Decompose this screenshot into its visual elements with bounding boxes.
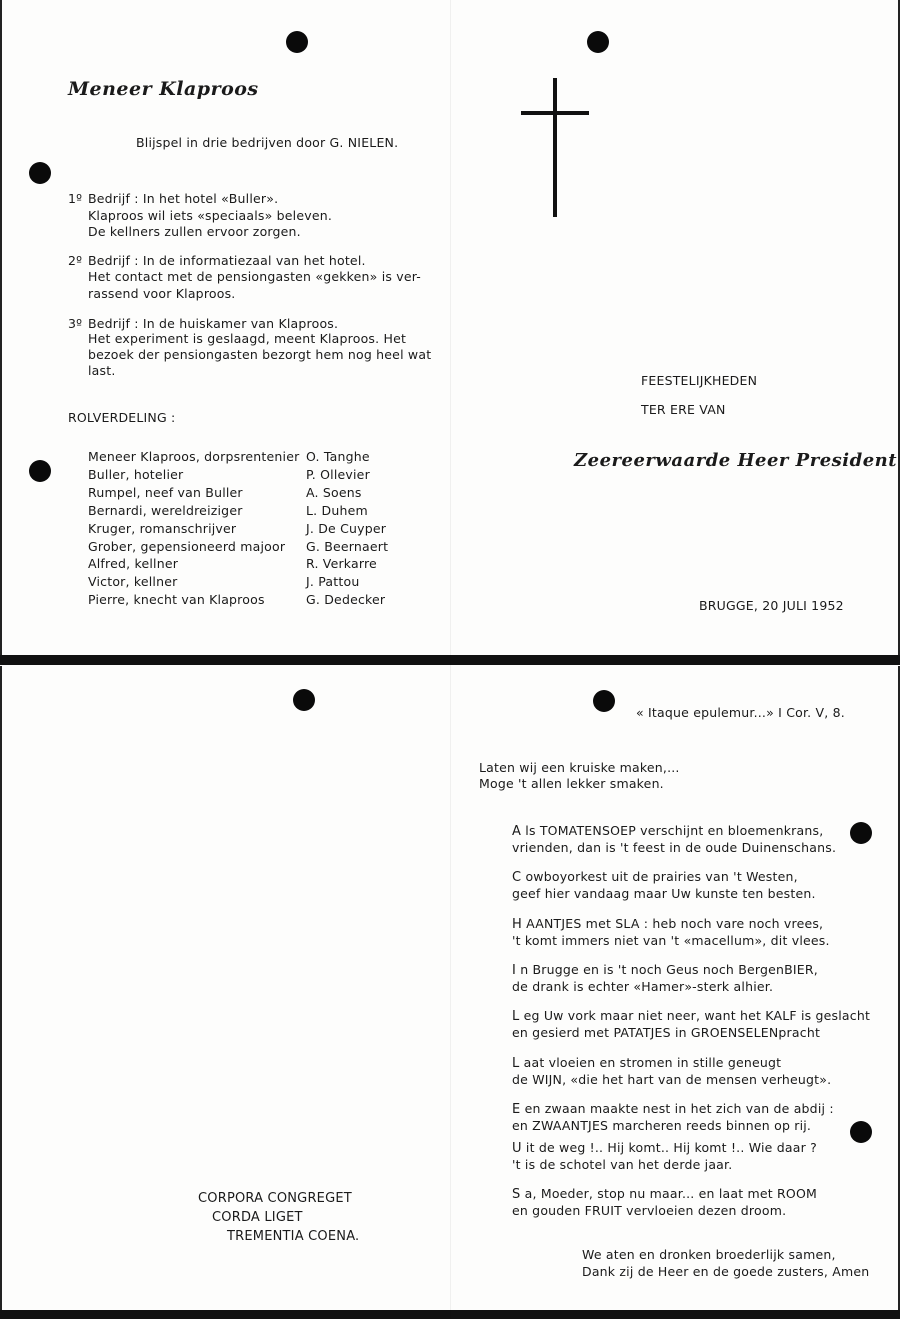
motto-line: TREMENTIA COENA. <box>227 1229 360 1244</box>
acrostic-letter: H <box>512 917 522 932</box>
stanza-text: en zwaan maakte nest in het zich van de abdij : <box>520 1101 834 1116</box>
stanza-line-1 <box>512 1100 834 1119</box>
act-line: last. <box>88 363 116 378</box>
stanza-text: AANTJES met SLA : heb noch vare noch vrees, <box>521 916 824 931</box>
stanza-line-2: en gesierd met PATATJES in GROENSELENpracht <box>512 1025 821 1040</box>
act-number: 2º <box>68 253 83 268</box>
cast-actor: R. Verkarre <box>306 556 377 571</box>
cast-role: Pierre, knecht van Klaproos <box>88 592 265 607</box>
stanza-line-1 <box>512 1007 870 1026</box>
act-line: Bedrijf : In de huiskamer van Klaproos. <box>88 316 339 331</box>
cast-actor: J. De Cuyper <box>306 521 387 536</box>
cast-actor: L. Duhem <box>306 503 368 518</box>
acrostic-letter: L <box>512 1009 520 1024</box>
stanza-line-2: de drank is echter «Hamer»-sterk alhier. <box>512 979 774 994</box>
punch-hole <box>850 822 872 844</box>
act-line: De kellners zullen ervoor zorgen. <box>88 224 301 239</box>
stanza-line-1 <box>512 1054 781 1073</box>
act-number: 1º <box>68 191 83 206</box>
cast-role: Rumpel, neef van Buller <box>88 485 243 500</box>
stanza-text: it de weg !.. Hij komt.. Hij komt !.. Wie daar ? <box>521 1140 817 1155</box>
stanza-line-1 <box>512 915 823 934</box>
act-line: Klaproos wil iets «speciaals» beleven. <box>88 208 333 223</box>
cast-actor: P. Ollevier <box>306 467 370 482</box>
act-line: rassend voor Klaproos. <box>88 286 236 301</box>
cast-role: Buller, hotelier <box>88 467 184 482</box>
closing-line: We aten en dronken broederlijk samen, <box>582 1247 836 1262</box>
cast-role: Meneer Klaproos, dorpsrentenier <box>88 449 300 464</box>
cross-icon <box>553 78 557 217</box>
acrostic-letter: U <box>512 1141 522 1156</box>
stanza-line-2: 't is de schotel van het derde jaar. <box>512 1157 733 1172</box>
motto-line: CORDA LIGET <box>212 1210 303 1225</box>
punch-hole <box>593 690 615 712</box>
punch-hole <box>29 460 51 482</box>
cast-actor: G. Beernaert <box>306 539 389 554</box>
stanza-line-2: vrienden, dan is 't feest in de oude Duinenschans. <box>512 840 837 855</box>
cast-role: Grober, gepensioneerd majoor <box>88 539 286 554</box>
stanza-text: ls TOMATENSOEP verschijnt en bloemenkrans, <box>521 823 824 838</box>
cast-heading: ROLVERDELING : <box>68 410 176 425</box>
stanza-line-2: en gouden FRUIT vervloeien dezen droom. <box>512 1203 787 1218</box>
stanza-line-1 <box>512 1139 817 1158</box>
acrostic-letter: I <box>512 963 517 978</box>
act-line: Het experiment is geslaagd, meent Klaproos. Het <box>88 331 407 346</box>
acrostic-letter: E <box>512 1102 521 1117</box>
honoree-title: Zeereerwaarde Heer President <box>574 450 898 471</box>
fold-line <box>450 0 451 1319</box>
stanza-line-1 <box>512 822 823 841</box>
cast-actor: G. Dedecker <box>306 592 386 607</box>
cast-actor: A. Soens <box>306 485 362 500</box>
cover-line-1: FEESTELIJKHEDEN <box>641 373 758 388</box>
act-line: bezoek der pensiongasten bezorgt hem nog heel wat <box>88 347 432 362</box>
stanza-text: a, Moeder, stop nu maar... en laat met ROOM <box>520 1186 817 1201</box>
acrostic-letter: C <box>512 870 522 885</box>
stanza-text: eg Uw vork maar niet neer, want het KALF is geslacht <box>519 1008 871 1023</box>
cast-actor: O. Tanghe <box>306 449 370 464</box>
cast-role: Kruger, romanschrijver <box>88 521 237 536</box>
act-line: Het contact met de pensiongasten «gekken» is ver- <box>88 269 421 284</box>
stanza-line-1 <box>512 1185 817 1204</box>
stanza-line-1 <box>512 961 818 980</box>
stanza-text: n Brugge en is 't noch Geus noch BergenBIER, <box>516 962 818 977</box>
cast-role: Alfred, kellner <box>88 556 179 571</box>
cast-role: Bernardi, wereldreiziger <box>88 503 243 518</box>
place-date: BRUGGE, 20 JULI 1952 <box>699 598 844 613</box>
cast-role: Victor, kellner <box>88 574 178 589</box>
act-line: Bedrijf : In het hotel «Buller». <box>88 191 279 206</box>
punch-hole <box>850 1121 872 1143</box>
stanza-text: owboyorkest uit de prairies van 't Westen, <box>521 869 798 884</box>
punch-hole <box>286 31 308 53</box>
stanza-line-2: geef hier vandaag maar Uw kunste ten besten. <box>512 886 816 901</box>
stanza-line-2: de WIJN, «die het hart van de mensen verheugt». <box>512 1072 832 1087</box>
act-line: Bedrijf : In de informatiezaal van het hotel. <box>88 253 366 268</box>
motto-line: CORPORA CONGREGET <box>198 1191 352 1206</box>
acrostic-letter: S <box>512 1187 521 1202</box>
cast-actor: J. Pattou <box>306 574 360 589</box>
punch-hole <box>293 689 315 711</box>
intro-line: Laten wij een kruiske maken,... <box>479 760 680 775</box>
acrostic-letter: L <box>512 1056 520 1071</box>
play-title: Meneer Klaproos <box>68 78 259 100</box>
act-number: 3º <box>68 316 83 331</box>
closing-line: Dank zij de Heer en de goede zusters, Amen <box>582 1264 870 1279</box>
acrostic-letter: A <box>512 824 522 839</box>
stanza-line-2: 't komt immers niet van 't «macellum», dit vlees. <box>512 933 830 948</box>
stanza-text: aat vloeien en stromen in stille geneugt <box>519 1055 782 1070</box>
cross-icon-bar <box>521 111 589 115</box>
punch-hole <box>587 31 609 53</box>
stanza-line-1 <box>512 868 798 887</box>
bible-quote: « Itaque epulemur...» I Cor. V, 8. <box>636 705 845 720</box>
intro-line: Moge 't allen lekker smaken. <box>479 776 664 791</box>
stanza-line-2: en ZWAANTJES marcheren reeds binnen op rij. <box>512 1118 812 1133</box>
play-subtitle: Blijspel in drie bedrijven door G. NIELEN. <box>136 135 399 150</box>
cover-line-2: TER ERE VAN <box>641 402 726 417</box>
punch-hole <box>29 162 51 184</box>
